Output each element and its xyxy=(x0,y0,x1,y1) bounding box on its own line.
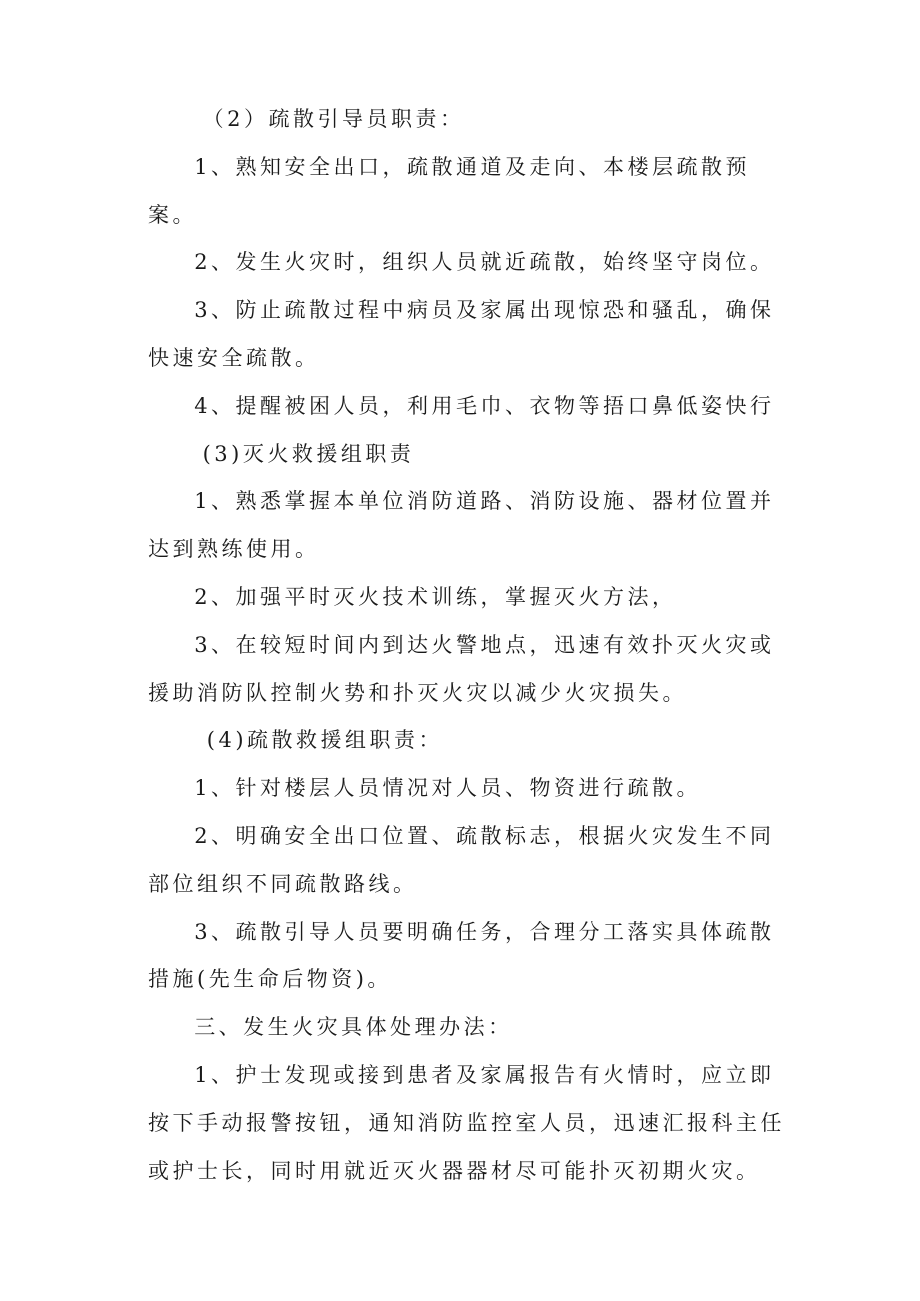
subheading-evacuation-guide-duties: （2）疏散引导员职责： xyxy=(202,107,465,131)
paragraph: 2、发生火灾时，组织人员就近疏散，始终坚守岗位。 xyxy=(194,250,775,275)
paragraph: 2、明确安全出口位置、疏散标志，根据火灾发生不同部位组织不同疏散路线。 xyxy=(148,823,775,896)
subheading-evacuation-rescue-duties: (4)疏散救援组职责： xyxy=(206,728,444,753)
subheading-firefighting-rescue-duties: (3)灭火救援组职责 xyxy=(202,441,415,466)
paragraph: 3、在较短时间内到达火警地点，迅速有效扑灭火灾或援助消防队控制火势和扑灭火灾以减少火灾损失。 xyxy=(148,632,775,705)
paragraph: 3、疏散引导人员要明确任务，合理分工落实具体疏散措施(先生命后物资)。 xyxy=(148,919,775,992)
paragraph: 1、熟悉掌握本单位消防道路、消防设施、器材位置并达到熟练使用。 xyxy=(148,489,775,562)
section-heading-fire-handling: 三、发生火灾具体处理办法： xyxy=(194,1015,513,1040)
document-body xyxy=(148,96,788,1195)
paragraph: 1、针对楼层人员情况对人员、物资进行疏散。 xyxy=(194,776,702,801)
paragraph: 1、护士发现或接到患者及家属报告有火情时，应立即按下手动报警按钮，通知消防监控室人员，迅速汇报科主任或护士长，同时用就近灭火器器材尽可能扑灭初期火灾。 xyxy=(148,1062,785,1183)
paragraph: 1、熟知安全出口，疏散通道及走向、本楼层疏散预案。 xyxy=(148,154,751,227)
paragraph: 2、加强平时灭火技术训练，掌握灭火方法， xyxy=(194,584,677,609)
paragraph: 4、提醒被困人员，利用毛巾、衣物等捂口鼻低姿快行 xyxy=(194,393,775,418)
paragraph: 3、防止疏散过程中病员及家属出现惊恐和骚乱，确保快速安全疏散。 xyxy=(148,298,775,370)
